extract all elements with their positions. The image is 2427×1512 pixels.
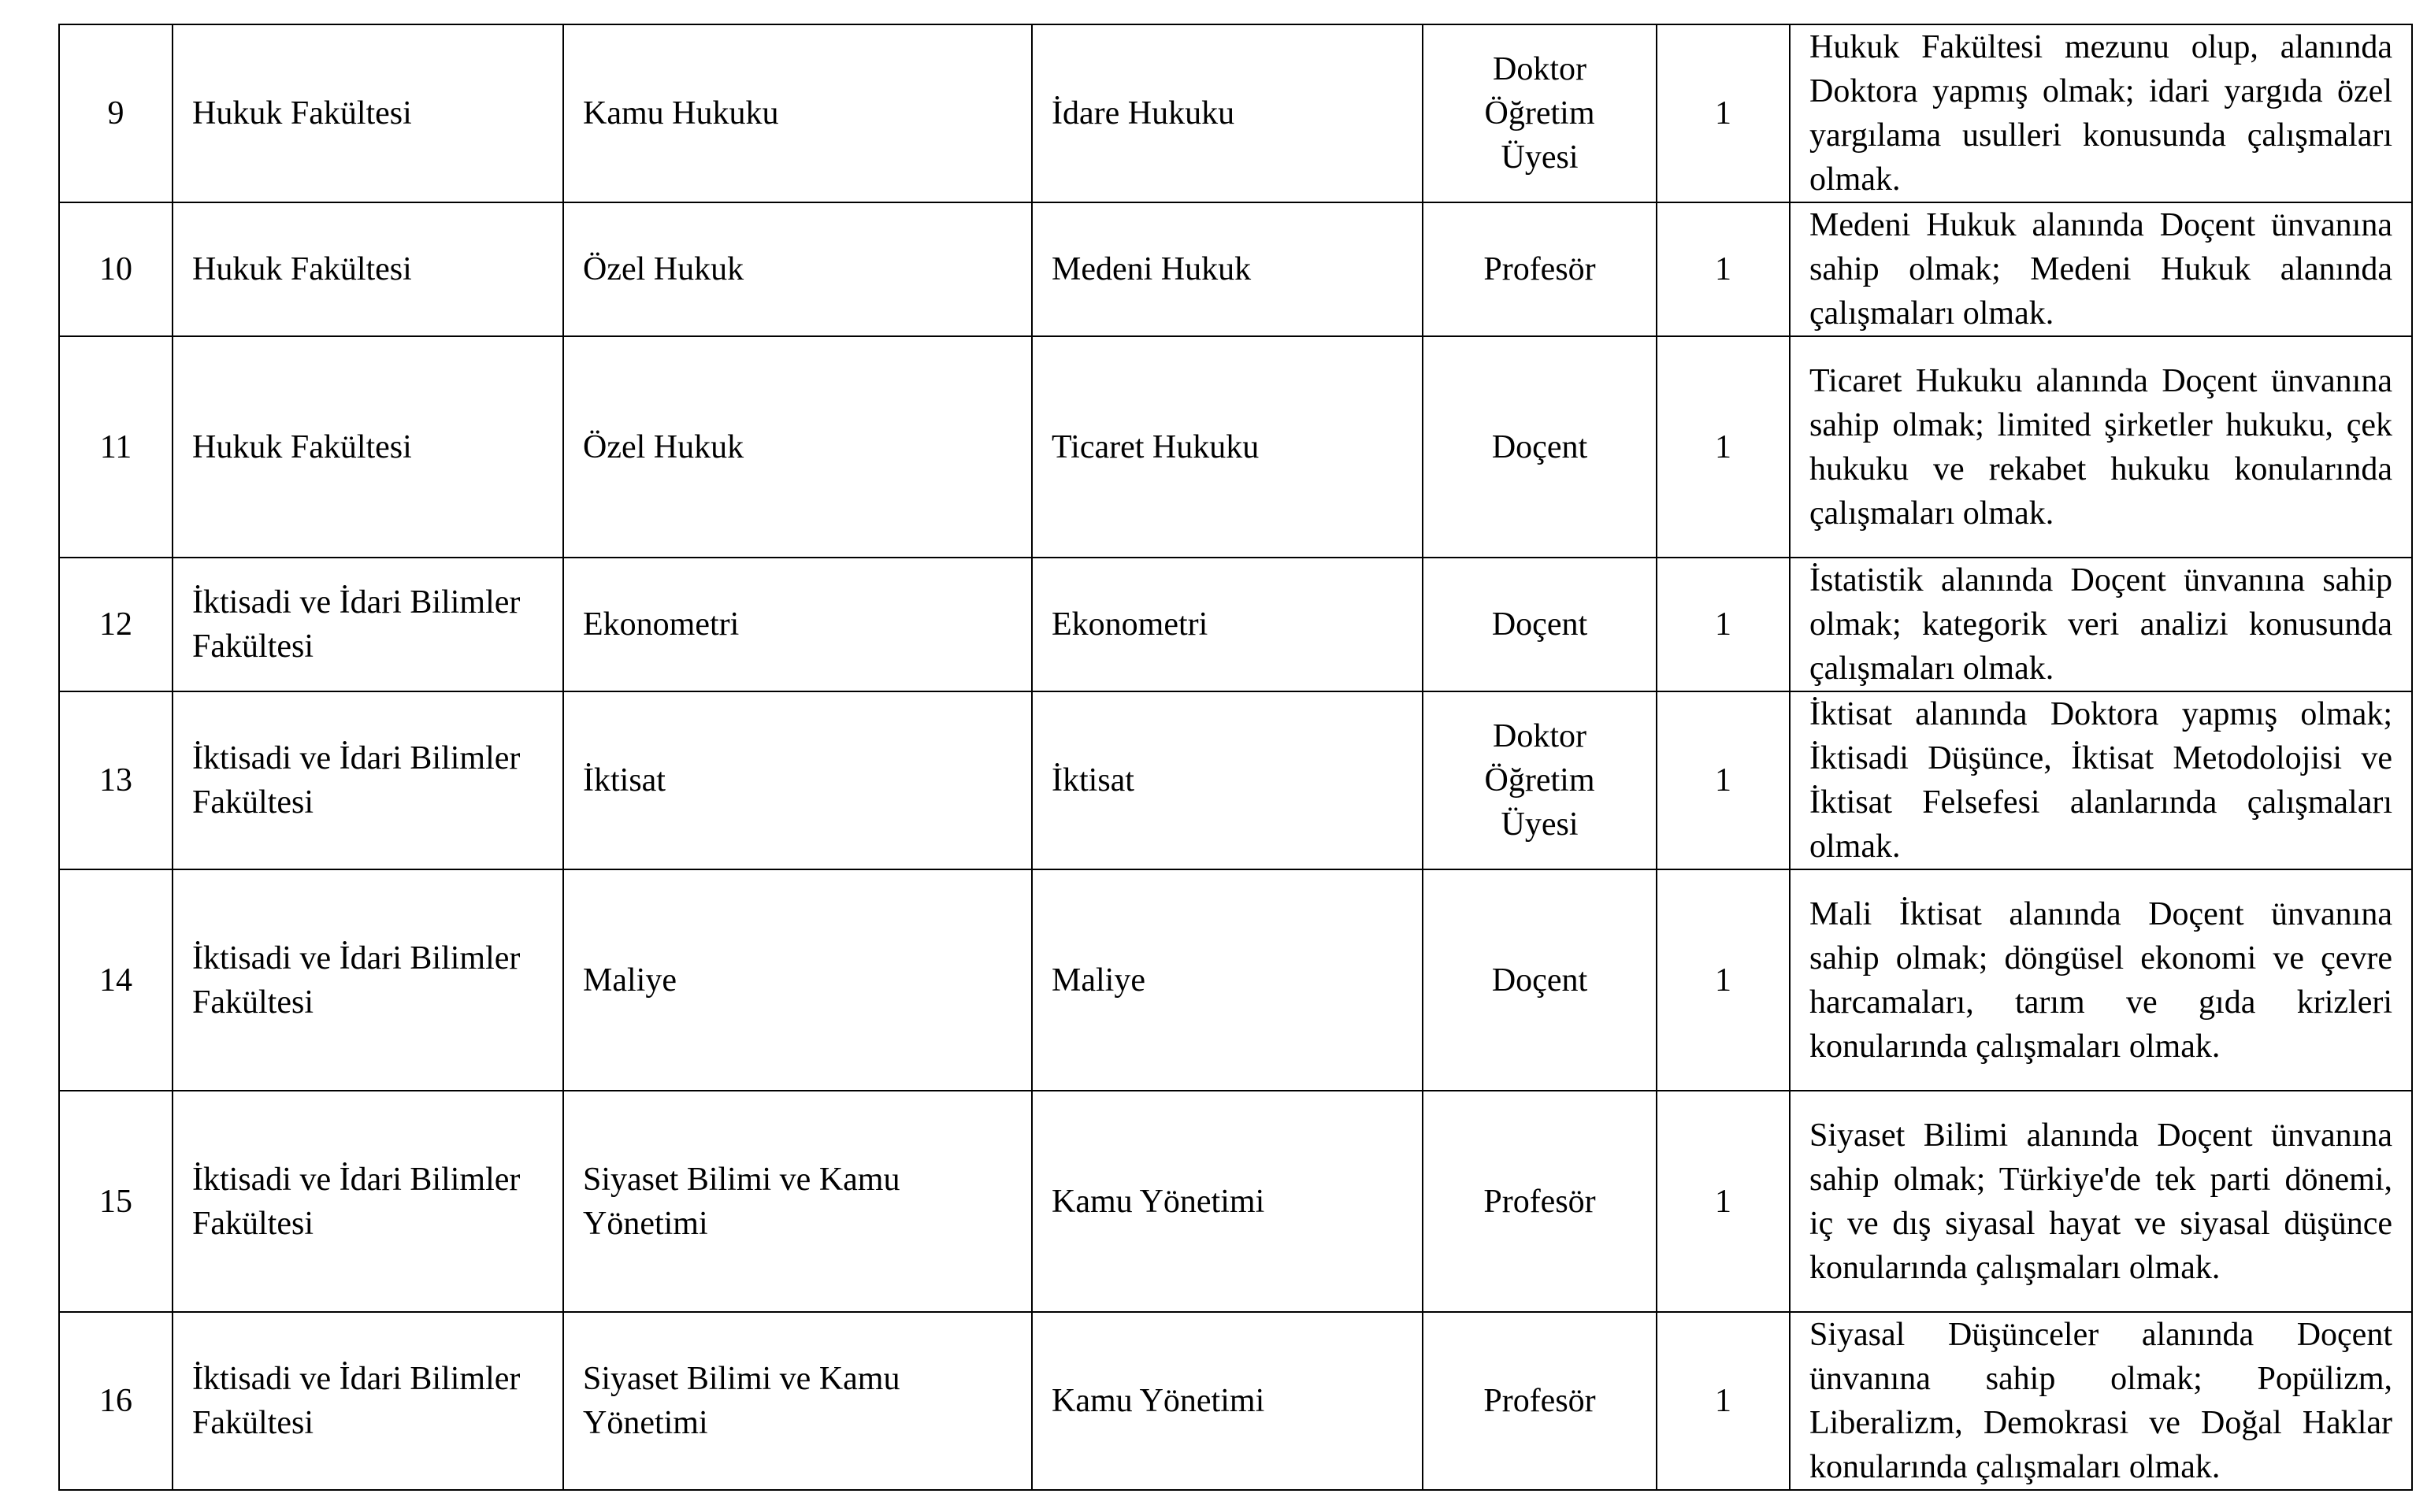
department-cell: Maliye [563, 869, 1032, 1091]
faculty-cell: İktisadi ve İdari Bilimler Fakültesi [173, 691, 563, 869]
department-cell: Siyaset Bilimi ve Kamu Yönetimi [563, 1312, 1032, 1490]
requirements-cell: İstatistik alanında Doçent ünvanına sahip olmak; kategorik veri analizi konusunda çalışmaları olmak. [1790, 558, 2412, 691]
row-number: 16 [59, 1312, 173, 1490]
title-cell: Doçent [1423, 558, 1657, 691]
faculty-cell: İktisadi ve İdari Bilimler Fakültesi [173, 558, 563, 691]
count-cell: 1 [1657, 336, 1790, 558]
count-cell: 1 [1657, 869, 1790, 1091]
table-row [59, 202, 2412, 336]
requirements-cell: Medeni Hukuk alanında Doçent ünvanına sahip olmak; Medeni Hukuk alanında çalışmaları olmak. [1790, 202, 2412, 336]
division-cell: Maliye [1032, 869, 1423, 1091]
count-cell: 1 [1657, 691, 1790, 869]
count-cell: 1 [1657, 1312, 1790, 1490]
division-cell: Ekonometri [1032, 558, 1423, 691]
department-cell: Özel Hukuk [563, 202, 1032, 336]
table-row [59, 336, 2412, 558]
division-cell: Kamu Yönetimi [1032, 1091, 1423, 1312]
division-cell: Medeni Hukuk [1032, 202, 1423, 336]
title-cell: Doktor Öğretim Üyesi [1423, 24, 1657, 202]
title-cell: Doçent [1423, 336, 1657, 558]
faculty-cell: Hukuk Fakültesi [173, 24, 563, 202]
table-row [59, 24, 2412, 202]
row-number: 10 [59, 202, 173, 336]
department-cell: Özel Hukuk [563, 336, 1032, 558]
title-cell: Profesör [1423, 1312, 1657, 1490]
count-cell: 1 [1657, 202, 1790, 336]
table-row [59, 1091, 2412, 1312]
faculty-cell: İktisadi ve İdari Bilimler Fakültesi [173, 1312, 563, 1490]
title-cell: Doçent [1423, 869, 1657, 1091]
count-cell: 1 [1657, 1091, 1790, 1312]
positions-table [58, 24, 2413, 1491]
table-row [59, 691, 2412, 869]
division-cell: Ticaret Hukuku [1032, 336, 1423, 558]
requirements-cell: Siyasal Düşünceler alanında Doçent ünvanına sahip olmak; Popülizm, Liberalizm, Demokrasi ve Doğal Haklar konularında çalışmaları olmak. [1790, 1312, 2412, 1490]
table-row [59, 558, 2412, 691]
row-number: 13 [59, 691, 173, 869]
row-number: 11 [59, 336, 173, 558]
division-cell: İdare Hukuku [1032, 24, 1423, 202]
requirements-cell: Ticaret Hukuku alanında Doçent ünvanına sahip olmak; limited şirketler hukuku, çek hukuku ve rekabet hukuku konularında çalışmaları olmak. [1790, 336, 2412, 558]
requirements-cell: Siyaset Bilimi alanında Doçent ünvanına sahip olmak; Türkiye'de tek parti dönemi, iç ve dış siyasal hayat ve siyasal düşünce konularında çalışmaları olmak. [1790, 1091, 2412, 1312]
title-cell: Profesör [1423, 202, 1657, 336]
title-cell: Profesör [1423, 1091, 1657, 1312]
faculty-cell: Hukuk Fakültesi [173, 202, 563, 336]
row-number: 9 [59, 24, 173, 202]
department-cell: Ekonometri [563, 558, 1032, 691]
count-cell: 1 [1657, 558, 1790, 691]
row-number: 15 [59, 1091, 173, 1312]
division-cell: İktisat [1032, 691, 1423, 869]
requirements-cell: İktisat alanında Doktora yapmış olmak; İktisadi Düşünce, İktisat Metodolojisi ve İktisat Felsefesi alanlarında çalışmaları olmak. [1790, 691, 2412, 869]
division-cell: Kamu Yönetimi [1032, 1312, 1423, 1490]
title-cell: Doktor Öğretim Üyesi [1423, 691, 1657, 869]
count-cell: 1 [1657, 24, 1790, 202]
department-cell: Kamu Hukuku [563, 24, 1032, 202]
row-number: 14 [59, 869, 173, 1091]
requirements-cell: Mali İktisat alanında Doçent ünvanına sahip olmak; döngüsel ekonomi ve çevre harcamaları, tarım ve gıda krizleri konularında çalışmaları olmak. [1790, 869, 2412, 1091]
department-cell: İktisat [563, 691, 1032, 869]
table-row [59, 1312, 2412, 1490]
faculty-cell: Hukuk Fakültesi [173, 336, 563, 558]
requirements-cell: Hukuk Fakültesi mezunu olup, alanında Doktora yapmış olmak; idari yargıda özel yargılama usulleri konusunda çalışmaları olmak. [1790, 24, 2412, 202]
department-cell: Siyaset Bilimi ve Kamu Yönetimi [563, 1091, 1032, 1312]
faculty-cell: İktisadi ve İdari Bilimler Fakültesi [173, 869, 563, 1091]
row-number: 12 [59, 558, 173, 691]
table-row [59, 869, 2412, 1091]
faculty-cell: İktisadi ve İdari Bilimler Fakültesi [173, 1091, 563, 1312]
